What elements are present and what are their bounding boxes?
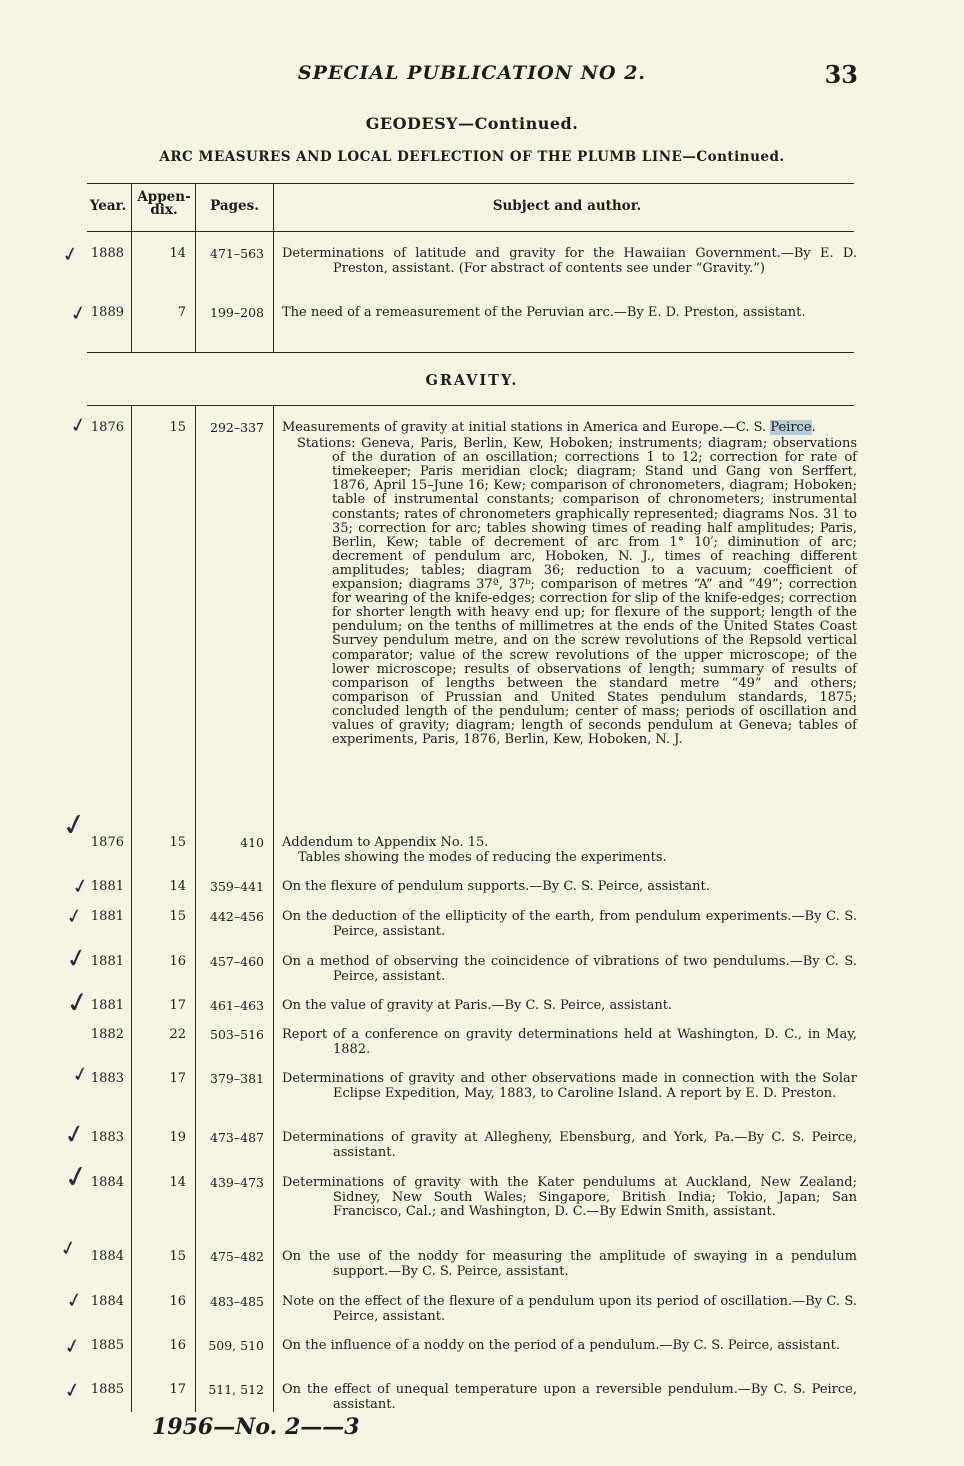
column-header-subject: Subject and author. <box>492 198 642 214</box>
appendix-cell: 15 <box>169 909 186 924</box>
subject-text: On the deduction of the ellipticity of the earth, from pendulum experiments.—By C. S. Peirce, assistant. <box>282 909 857 939</box>
appendix-cell: 17 <box>169 998 186 1013</box>
pages-cell: 442–456 <box>210 909 264 924</box>
highlighted-author: Peirce <box>770 420 812 435</box>
appendix-cell: 16 <box>169 1294 186 1309</box>
header-bottom-rule <box>87 231 854 232</box>
subject-text: On the influence of a noddy on the period of a pendulum.—By C. S. Peirce, assistant. <box>282 1338 841 1353</box>
subject-text-part: . <box>811 420 816 435</box>
subject-cell <box>282 910 857 939</box>
pages-cell: 439–473 <box>210 1175 264 1190</box>
running-title: SPECIAL PUBLICATION NO 2. <box>297 62 647 84</box>
year-cell: 1881 <box>90 909 124 924</box>
gravity-section-title: GRAVITY. <box>425 372 519 389</box>
year-cell: 1888 <box>90 246 124 261</box>
subject-cell <box>282 247 857 276</box>
subject-text: On a method of observing the coincidence of vibrations of two pendulums.—By C. S. Peirce, assistant. <box>282 954 857 984</box>
subject-cell <box>282 999 857 1014</box>
pages-cell: 483–485 <box>210 1294 264 1309</box>
arc-bottom-rule <box>87 352 854 353</box>
subject-cell <box>282 1176 857 1220</box>
appendix-cell: 7 <box>177 305 186 320</box>
signature-footer: 1956—No. 2——3 <box>152 1414 360 1440</box>
subject-text: On the flexure of pendulum supports.—By C. S. Peirce, assistant. <box>282 879 710 894</box>
subject-text: Determinations of gravity and other observations made in connection with the Solar Eclipse Expedition, May, 1883, to Caroline Island. A report by E. D. Preston. <box>282 1071 857 1101</box>
table-top-rule <box>87 183 854 184</box>
pencil-check-mark-icon: ✓ <box>59 240 82 268</box>
pages-cell: 359–441 <box>210 879 264 894</box>
subject-cell <box>282 1028 857 1057</box>
year-cell: 1885 <box>90 1338 124 1353</box>
pencil-check-mark-icon: ✓ <box>57 1234 80 1262</box>
year-cell: 1884 <box>90 1175 124 1190</box>
subject-text: On the use of the noddy for measuring the amplitude of swaying in a pendulum support.—By C. S. Peirce, assistant. <box>282 1249 857 1279</box>
subject-cell <box>282 1295 857 1324</box>
appendix-cell: 22 <box>169 1027 186 1042</box>
pages-cell: 457–460 <box>210 954 264 969</box>
appendix-cell: 14 <box>169 246 186 261</box>
subject-text: On the value of gravity at Paris.—By C. S. Peirce, assistant. <box>282 998 673 1013</box>
subject-text <box>282 421 857 435</box>
year-cell: 1884 <box>90 1294 124 1309</box>
year-cell: 1876 <box>90 835 124 850</box>
pencil-check-mark-icon: ✓ <box>69 872 92 900</box>
subject-cell <box>282 1250 857 1279</box>
column-header-appendix <box>134 191 194 217</box>
subsection-title: ARC MEASURES AND LOCAL DEFLECTION OF THE PLUMB LINE—Continued. <box>159 149 785 165</box>
section-title: GEODESY—Continued. <box>365 114 579 133</box>
running-head <box>0 62 964 92</box>
year-cell: 1881 <box>90 879 124 894</box>
year-cell: 1884 <box>90 1249 124 1264</box>
subject-cell <box>282 306 857 321</box>
stations-text: Stations: Geneva, Paris, Berlin, Kew, Hoboken; instruments; diagram; observations of the duration of an oscillation; corrections 1 to 12; correction for rate of timekeeper; Paris meridian clock; diagram; Stand und Gang von Serffert, 1876, April 15–June 16; Kew; comparison of chronometers, diagram; Hoboken; table of instrumental constants; comparison of chronometers; instrumental constants; rates of chronometers graphically represented; diagrams Nos. 31 to 35; correction for arc; tables showing times of reading half amplitudes; Paris, Berlin, Kew; table of decrement of arc from 1° 10′; diminution of arc; decrement of pendulum arc, Hoboken, N. J., times of reaching different amplitudes; tables; diagram 36; reduction to a vacuum; coefficient of expansion; diagrams 37ª, 37ᵇ; comparison of metres “A” and “49”; correction for wearing of the knife-edges; correction for slip of the knife-edges; correction for shorter length with heavy end up; for flexure of the support; length of the pendulum; on the tenths of millimetres at the ends of the United States Coast Survey pendulum metre, and on the screw revolutions of the Repsold vertical comparator; value of the screw revolutions of the upper microscope; of the lower microscope; results of observations of length; summary of results of comparison of lengths between the standard metre “49” and others; comparison of Prussian and United States pendulum standards, 1875; concluded length of the pendulum; center of mass; periods of oscillation and values of gravity; diagram; length of seconds pendulum at Geneva; tables of experiments, Paris, 1876, Berlin, Kew, Hoboken, N. J. <box>297 436 857 748</box>
year-cell: 1882 <box>90 1027 124 1042</box>
subject-text: Addendum to Appendix No. 15. <box>282 835 489 850</box>
column-header-pages: Pages. <box>210 198 259 214</box>
subject-cell <box>282 421 857 747</box>
subject-text-2: Tables showing the modes of reducing the experiments. <box>298 849 667 865</box>
appendix-cell: 17 <box>169 1071 186 1086</box>
pages-cell: 461–463 <box>210 998 264 1013</box>
pencil-check-mark-icon: ✓ <box>63 902 86 930</box>
subject-text: Note on the effect of the flexure of a pendulum upon its period of oscillation.—By C. S. Peirce, assistant. <box>282 1294 857 1324</box>
subject-cell <box>282 1072 857 1101</box>
subject-text: The need of a remeasurement of the Peruvian arc.—By E. D. Preston, assistant. <box>282 305 806 320</box>
appendix-cell: 15 <box>169 835 186 850</box>
column-header-year: Year. <box>89 198 127 214</box>
column-header-appendix-line1: Appen- <box>137 189 191 205</box>
pages-cell: 511, 512 <box>208 1382 264 1397</box>
subject-cell <box>282 880 857 895</box>
appendix-cell: 15 <box>169 420 186 435</box>
pencil-check-mark-icon: ✓ <box>61 1376 84 1404</box>
column-divider <box>273 406 274 1412</box>
pencil-check-mark-icon: ✓ <box>67 299 90 327</box>
pages-cell: 473–487 <box>210 1130 264 1145</box>
pencil-check-mark-icon: ✓ <box>62 983 93 1022</box>
pages-cell: 475–482 <box>210 1249 264 1264</box>
subject-cell <box>282 955 857 984</box>
subject-text: Report of a conference on gravity determinations held at Washington, D. C., in May, 1882. <box>282 1027 857 1057</box>
subject-text: Determinations of gravity with the Kater pendulums at Auckland, New Zealand; Sidney, New South Wales; Singapore, British India; Tokio, Japan; San Francisco, Cal.; and Washington, D. C.—By Edwin Smith, assistant. <box>282 1175 857 1220</box>
subject-text: On the effect of unequal temperature upon a reversible pendulum.—By C. S. Peirce, assistant. <box>282 1382 857 1412</box>
year-cell: 1883 <box>90 1071 124 1086</box>
pages-cell: 292–337 <box>210 420 264 435</box>
year-cell: 1881 <box>90 954 124 969</box>
year-cell: 1876 <box>90 420 124 435</box>
appendix-cell: 17 <box>169 1382 186 1397</box>
pencil-check-mark-icon: ✓ <box>58 805 91 846</box>
pages-cell: 471–563 <box>210 246 264 261</box>
page-number: 33 <box>824 60 858 89</box>
pencil-check-mark-icon: ✓ <box>63 942 91 976</box>
gravity-top-rule <box>87 405 854 406</box>
year-cell: 1885 <box>90 1382 124 1397</box>
appendix-cell: 16 <box>169 954 186 969</box>
pages-cell: 503–516 <box>210 1027 264 1042</box>
subject-cell <box>282 1131 857 1160</box>
subject-cell <box>282 836 857 865</box>
subject-text: Determinations of gravity at Allegheny, Ebensburg, and York, Pa.—By C. S. Peirce, assistant. <box>282 1130 857 1160</box>
subject-text-part: Measurements of gravity at initial stations in America and Europe.—C. S. <box>282 420 771 435</box>
pencil-check-mark-icon: ✓ <box>61 1332 84 1360</box>
pencil-check-mark-icon: ✓ <box>67 411 90 439</box>
pages-cell: 410 <box>240 835 264 850</box>
pencil-check-mark-icon: ✓ <box>60 1157 93 1198</box>
pencil-check-mark-icon: ✓ <box>69 1060 92 1088</box>
pencil-check-mark-icon: ✓ <box>61 1118 89 1152</box>
appendix-cell: 14 <box>169 1175 186 1190</box>
appendix-cell: 19 <box>169 1130 186 1145</box>
year-cell: 1883 <box>90 1130 124 1145</box>
year-cell: 1889 <box>90 305 124 320</box>
pencil-check-mark-icon: ✓ <box>63 1286 86 1314</box>
appendix-cell: 15 <box>169 1249 186 1264</box>
appendix-cell: 14 <box>169 879 186 894</box>
year-cell: 1881 <box>90 998 124 1013</box>
appendix-cell: 16 <box>169 1338 186 1353</box>
subject-cell <box>282 1339 857 1354</box>
pages-cell: 199–208 <box>210 305 264 320</box>
subject-text: Determinations of latitude and gravity for the Hawaiian Government.—By E. D. Preston, assistant. (For abstract of contents see under “Gravity.”) <box>282 246 857 276</box>
pages-cell: 509, 510 <box>208 1338 264 1353</box>
pages-cell: 379–381 <box>210 1071 264 1086</box>
column-header-appendix-line2: dix. <box>150 202 178 218</box>
subject-cell <box>282 1383 857 1412</box>
